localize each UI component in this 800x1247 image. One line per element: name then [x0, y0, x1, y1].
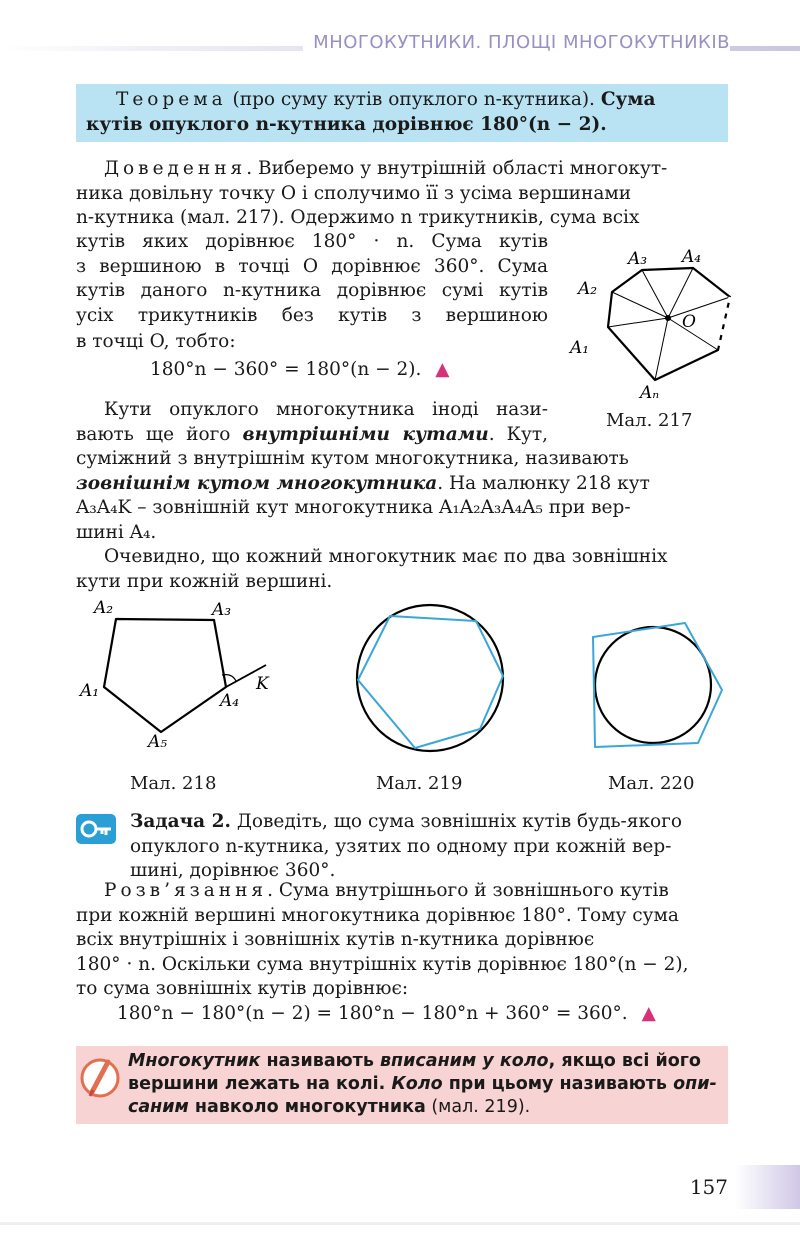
fig217-label-a2: A₂ [578, 279, 598, 299]
obvious-line-1: Очевидно, що кожний многокутник має по два зовнішніх [104, 546, 668, 567]
proof-line-4: кутів яких дорівнює 180° · n. Сума кутів [76, 231, 548, 252]
footer-rule [0, 1222, 800, 1225]
solution-line-1: . Сума внутрішнього й зовнішнього кутів [267, 880, 669, 901]
fig218-label-a1: A₁ [80, 681, 100, 701]
exterior-line-1: Кути опуклого многокутника іноді нази- [104, 399, 548, 420]
key-icon [76, 812, 116, 846]
def-part-5: вершини лежать на колі. [128, 1074, 392, 1094]
proof-line-7: усіх трикутників без кутів з вершиною [76, 304, 548, 326]
proof-line-8: в точці O, тобто: [76, 331, 236, 352]
solution-line-3: всіх внутрішніх і зовнішніх кутів n-кутника дорівнює [76, 929, 595, 950]
proof-line-2: ника довільну точку O і сполучимо її з усіма вершинами [76, 182, 632, 204]
figure-219-caption: Мал. 219 [376, 773, 463, 794]
fig218-label-a4: A₄ [220, 691, 240, 711]
proof-line-5: з вершиною в точці O дорівнює 360°. Сума [76, 255, 548, 277]
fig217-label-a4: A₄ [682, 247, 702, 267]
figure-219 [350, 598, 510, 758]
figure-218 [76, 595, 286, 755]
page-header [0, 26, 800, 66]
def-part-10: навколо многокутника [188, 1097, 426, 1117]
theorem-bold-1: Сума [600, 89, 656, 110]
exterior-line-2b: . Кут, [488, 423, 548, 445]
page-tab [735, 1165, 800, 1209]
theorem-bold-2: кутів опуклого n-кутника дорівнює 180°(n − 2). [86, 113, 607, 135]
figure-220-caption: Мал. 220 [608, 773, 695, 794]
task-line-1: Доведіть, що сума зовнішніх кутів будь-якого [230, 811, 682, 832]
obvious-line-2: кути при кожній вершині. [76, 570, 333, 592]
task-label: Задача 2. [130, 811, 231, 832]
task-line-2: опуклого n-кутника, узятих по одному при кожній вер- [130, 835, 672, 857]
definition-text [128, 1050, 724, 1119]
end-proof-triangle-icon: ▲ [435, 359, 450, 380]
def-term-polygon: Многокутник [128, 1051, 261, 1071]
def-term-circumscribed-1: опи- [673, 1074, 717, 1094]
fig218-label-k: K [256, 674, 269, 694]
inscribed-polygon [358, 616, 503, 748]
term-exterior-angle: зовнішнім кутом многокутника [76, 472, 438, 494]
proof-line-1: . Виберемо у внутрішній області многокут- [246, 158, 668, 179]
exterior-line-4b: . На малюнку 218 кут [437, 472, 650, 494]
proof-narrow [76, 230, 548, 328]
end-solution-triangle-icon: ▲ [641, 1003, 656, 1024]
obvious-paragraph [76, 545, 728, 594]
proof-label: Доведення [104, 158, 247, 179]
fig217-label-o: O [682, 312, 696, 332]
def-part-11: (мал. 219). [425, 1097, 531, 1117]
page-number: 157 [689, 1175, 728, 1199]
proof-line-6: кутів даного n-кутника дорівнює сумі кутів [76, 280, 548, 301]
solution-line-4: 180° · n. Оскільки сума внутрішніх кутів дорівнює 180°(n − 2), [76, 953, 689, 975]
exterior-line-5: A₃A₄K – зовнішній кут многокутника A₁A₂A₃A₄A₅ при вер- [76, 497, 631, 518]
fig218-label-a2: A₂ [94, 598, 114, 618]
theorem-text [86, 88, 726, 137]
proof-paragraph [76, 157, 728, 231]
term-interior-angles: внутрішніми кутами [242, 423, 489, 445]
exterior-line-2a: вають ще його [76, 423, 243, 445]
theorem-note: (про суму кутів опуклого n-кутника). [226, 89, 601, 110]
solution-paragraph [76, 879, 728, 1002]
theorem-label: Теорема [116, 89, 227, 110]
def-term-circumscribed-2: саним [128, 1097, 189, 1117]
fig217-label-a1: A₁ [570, 338, 590, 358]
exterior-narrow [76, 398, 548, 447]
proof-formula-text: 180°n − 360° = 180°(n − 2). [150, 359, 422, 380]
solution-line-5: то сума зовнішніх кутів дорівнює: [76, 978, 409, 999]
circumscribed-polygon [593, 623, 722, 747]
solution-line-2: при кожній вершині многокутника дорівнює 180°. Тому сума [76, 904, 679, 926]
fig217-label-a3: A₃ [628, 249, 648, 269]
def-part-7: при цьому називають [442, 1074, 674, 1094]
chapter-title: МНОГОКУТНИКИ. ПЛОЩІ МНОГОКУТНИКІВ [303, 32, 730, 53]
exterior-line-6: шині A₄. [76, 521, 157, 543]
figure-220 [585, 615, 735, 755]
fig218-label-a5: A₅ [148, 732, 168, 752]
solution-label: Розв’язання [104, 880, 268, 901]
figure-218-caption: Мал. 218 [130, 773, 217, 794]
def-term-inscribed: вписаним у коло [379, 1051, 549, 1071]
figure-217-caption: Мал. 217 [606, 410, 693, 431]
pencil-circle-icon [78, 1052, 122, 1104]
figure-217-diagonals [608, 268, 730, 380]
exterior-line-3: суміжний з внутрішнім кутом многокутника, називають [76, 448, 629, 469]
solution-formula [117, 1002, 656, 1027]
task-line-3: шині, дорівнює 360°. [130, 860, 336, 881]
def-part-2: називають [260, 1051, 380, 1071]
figure-217 [560, 240, 760, 400]
solution-formula-text: 180°n − 180°(n − 2) = 180°n − 180°n + 360° = 360°. [117, 1003, 628, 1024]
proof-line-3: n-кутника (мал. 217). Одержимо n трикутників, сума всіх [76, 207, 640, 228]
def-part-4: , якщо всі його [548, 1051, 701, 1071]
proof-formula [150, 358, 450, 383]
fig218-label-a3: A₃ [212, 600, 232, 620]
exterior-wide [76, 447, 728, 545]
fig217-label-an: Aₙ [640, 383, 660, 400]
task-paragraph [130, 810, 728, 884]
def-term-circle: Коло [391, 1074, 443, 1094]
